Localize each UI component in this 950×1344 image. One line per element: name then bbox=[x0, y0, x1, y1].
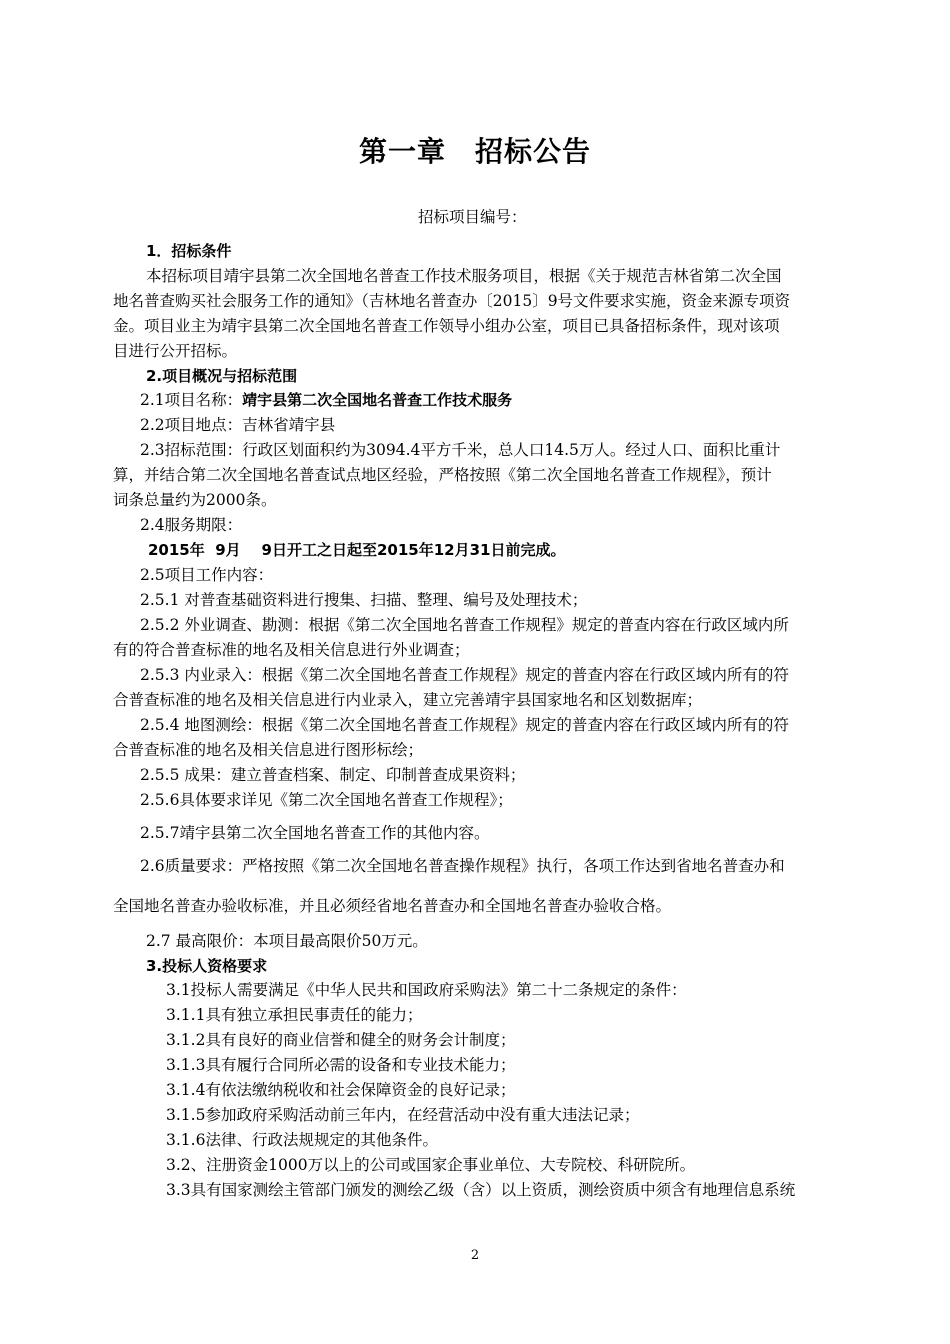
work-item: 合普查标准的地名及相关信息进行内业录入，建立完善靖宇县国家地名和区划数据库； bbox=[113, 691, 703, 709]
work-item: 有的符合普查标准的地名及相关信息进行外业调查； bbox=[113, 641, 470, 659]
paragraph-line: 本招标项目靖宇县第二次全国地名普查工作技术服务项目，根据《关于规范吉林省第二次全国 bbox=[146, 267, 782, 285]
section-1-heading: 1．招标条件 bbox=[146, 242, 232, 260]
qualification-item: 3.1.3具有履行合同所必需的设备和专业技术能力； bbox=[166, 1056, 516, 1074]
paragraph-line: 地名普查购买社会服务工作的通知》（吉林地名普查办〔2015〕9号文件要求实施，资金来源专项资 bbox=[113, 292, 791, 310]
work-item: 2.5.6具体要求详见《第二次全国地名普查工作规程》； bbox=[140, 791, 513, 809]
qualification-item: 3.1.5参加政府采购活动前三年内，在经营活动中没有重大违法记录； bbox=[166, 1106, 640, 1124]
chapter-title: 第一章 招标公告 bbox=[358, 135, 591, 168]
work-item: 2.5.1 对普查基础资料进行搜集、扫描、整理、编号及处理技术； bbox=[140, 591, 588, 609]
project-name-label: 2.1项目名称： bbox=[140, 391, 243, 409]
work-item: 2.5.5 成果：建立普查档案、制定、印制普查成果资料； bbox=[140, 766, 526, 784]
section-3-heading: 3.投标人资格要求 bbox=[146, 957, 268, 975]
max-price: 2.7 最高限价：本项目最高限价50万元。 bbox=[146, 932, 428, 950]
qualification-item: 3.2、注册资金1000万以上的公司或国家企事业单位、大专院校、科研院所。 bbox=[166, 1156, 696, 1174]
qualification-item: 3.3具有国家测绘主管部门颁发的测绘乙级（含）以上资质，测绘资质中须含有地理信息系统 bbox=[166, 1181, 796, 1199]
project-number-label: 招标项目编号： bbox=[418, 208, 527, 226]
work-item: 2.5.4 地图测绘：根据《第二次全国地名普查工作规程》规定的普查内容在行政区域内所有的符 bbox=[140, 716, 789, 734]
quality-requirement: 2.6质量要求：严格按照《第二次全国地名普查操作规程》执行，各项工作达到省地名普查办和 bbox=[140, 857, 785, 875]
qualification-item: 3.1.1具有独立承担民事责任的能力； bbox=[166, 1006, 423, 1024]
qualification-item: 3.1投标人需要满足《中华人民共和国政府采购法》第二十二条规定的条件： bbox=[166, 981, 687, 999]
work-item: 2.5.3 内业录入：根据《第二次全国地名普查工作规程》规定的普查内容在行政区域内所有的符 bbox=[140, 666, 789, 684]
paragraph-line: 金。项目业主为靖宇县第二次全国地名普查工作领导小组办公室，项目已具备招标条件，现对该项 bbox=[113, 317, 780, 335]
work-item: 合普查标准的地名及相关信息进行图形标绘； bbox=[113, 741, 424, 759]
work-content-label: 2.5项目工作内容： bbox=[140, 566, 274, 584]
paragraph-line: 词条总量约为2000条。 bbox=[113, 491, 277, 509]
service-period-value: 2015年 9月 9日开工之日起至2015年12月31日前完成。 bbox=[148, 541, 566, 559]
paragraph-line: 2.3招标范围：行政区划面积约为3094.4平方千米，总人口14.5万人。经过人口、面积比重计 bbox=[140, 441, 781, 459]
paragraph-line: 算，并结合第二次全国地名普查试点地区经验，严格按照《第二次全国地名普查工作规程》，预计 bbox=[113, 466, 772, 484]
page-number: 2 bbox=[470, 1248, 480, 1263]
qualification-item: 3.1.2具有良好的商业信誉和健全的财务会计制度； bbox=[166, 1031, 516, 1049]
paragraph-line: 目进行公开招标。 bbox=[113, 342, 238, 360]
project-name-value: 靖宇县第二次全国地名普查工作技术服务 bbox=[242, 391, 513, 409]
qualification-item: 3.1.4有依法缴纳税收和社会保障资金的良好记录； bbox=[166, 1081, 516, 1099]
work-item: 2.5.2 外业调查、勘测：根据《第二次全国地名普查工作规程》规定的普查内容在行政区域内所 bbox=[140, 616, 789, 634]
qualification-item: 3.1.6法律、行政法规规定的其他条件。 bbox=[166, 1131, 438, 1149]
project-name-line bbox=[140, 390, 512, 410]
section-2-heading: 2.项目概况与招标范围 bbox=[146, 367, 298, 385]
project-location: 2.2项目地点：吉林省靖宇县 bbox=[140, 416, 336, 434]
quality-requirement: 全国地名普查办验收标准，并且必须经省地名普查办和全国地名普查办验收合格。 bbox=[113, 897, 672, 915]
work-item: 2.5.7靖宇县第二次全国地名普查工作的其他内容。 bbox=[140, 824, 490, 842]
service-period-label: 2.4服务期限： bbox=[140, 516, 243, 534]
